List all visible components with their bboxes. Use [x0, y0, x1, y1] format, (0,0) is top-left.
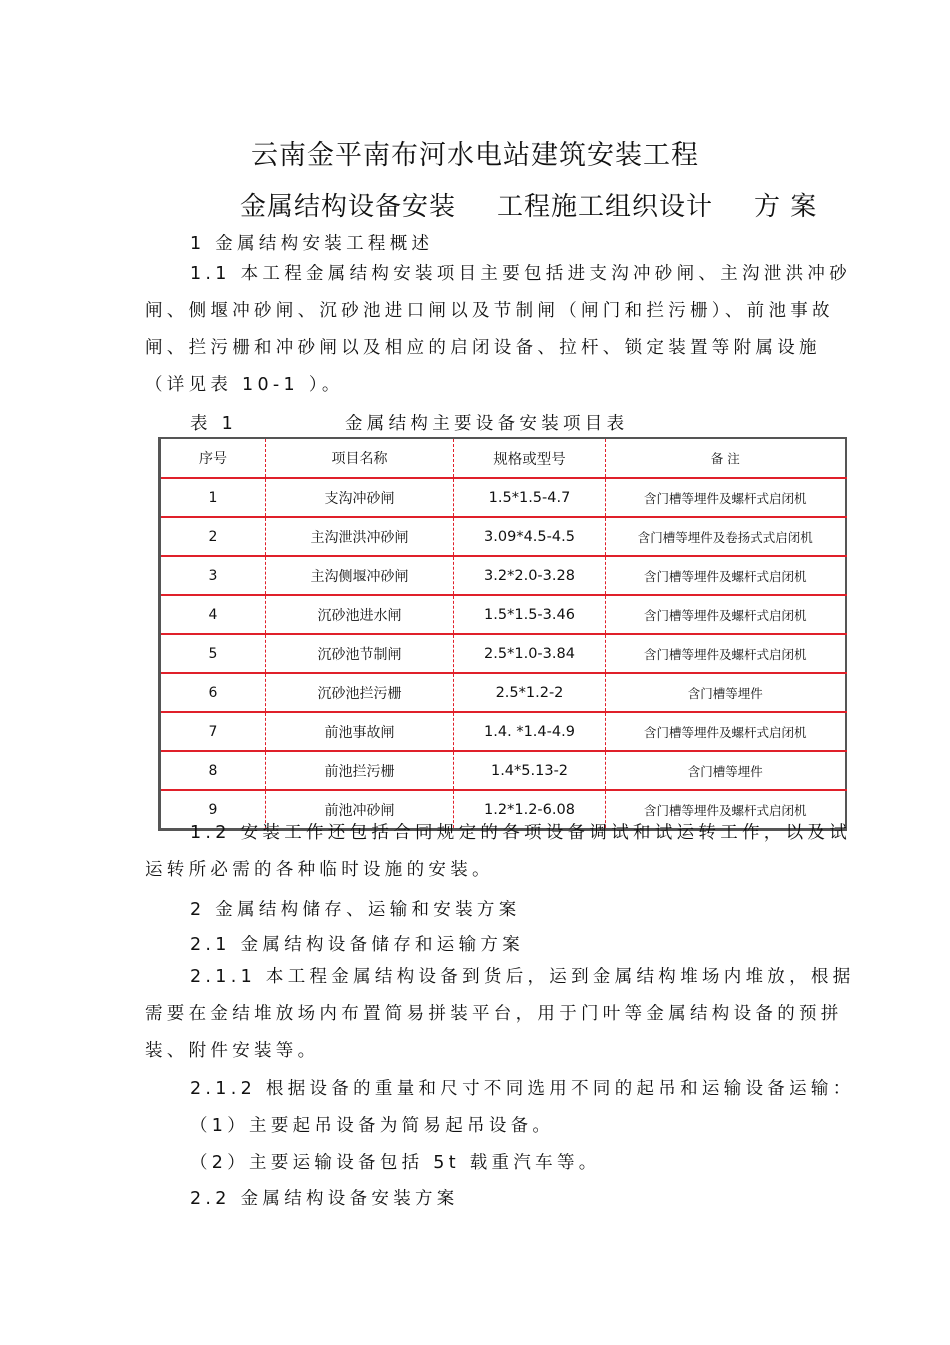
cell-item-name: 支沟冲砂闸 — [266, 478, 454, 517]
section-2-2-heading: 2.2 金属结构设备安装方案 — [190, 1189, 459, 1209]
cell-remark: 含门槽等埋件 — [606, 751, 846, 790]
table-row — [160, 517, 846, 556]
cell-index: 9 — [160, 790, 266, 830]
table-row — [160, 556, 846, 595]
cell-spec: 3.2*2.0-3.28 — [454, 556, 606, 595]
cell-remark: 含门槽等埋件 — [606, 673, 846, 712]
table-caption-title: 金属结构主要设备安装项目表 — [345, 414, 629, 434]
cell-item-name: 沉砂池节制闸 — [266, 634, 454, 673]
table-row — [160, 478, 846, 517]
cell-spec: 3.09*4.5-4.5 — [454, 517, 606, 556]
equipment-table — [158, 437, 847, 831]
cell-remark: 含门槽等埋件及螺杆式启闭机 — [606, 556, 846, 595]
cell-item-name: 主沟泄洪冲砂闸 — [266, 517, 454, 556]
header-cell: 序号 — [160, 438, 266, 478]
cell-item-name: 沉砂池拦污栅 — [266, 673, 454, 712]
cell-index: 5 — [160, 634, 266, 673]
cell-remark: 含门槽等埋件及螺杆式启闭机 — [606, 634, 846, 673]
cell-remark: 含门槽等埋件及卷扬式式启闭机 — [606, 517, 846, 556]
cell-item-name: 沉砂池进水闸 — [266, 595, 454, 634]
cell-index: 3 — [160, 556, 266, 595]
cell-remark: 含门槽等埋件及螺杆式启闭机 — [606, 712, 846, 751]
table-header-row — [160, 438, 846, 478]
cell-spec: 2.5*1.0-3.84 — [454, 634, 606, 673]
cell-remark: 含门槽等埋件及螺杆式启闭机 — [606, 595, 846, 634]
cell-index: 7 — [160, 712, 266, 751]
header-cell: 项目名称 — [266, 438, 454, 478]
header-cell: 备 注 — [606, 438, 846, 478]
cell-spec: 1.4. *1.4-4.9 — [454, 712, 606, 751]
cell-remark: 含门槽等埋件及螺杆式启闭机 — [606, 790, 846, 830]
header-cell: 规格或型号 — [454, 438, 606, 478]
cell-index: 8 — [160, 751, 266, 790]
document-title: 云南金平南布河水电站建筑安装工程 — [251, 140, 699, 171]
cell-index: 2 — [160, 517, 266, 556]
paragraph-2-1-1: 2.1.1 本工程金属结构设备到货后，运到金属结构堆场内堆放，根据需要在金结堆放场内布置简易拼装平台，用于门叶等金属结构设备的预拼装、附件安装等。 — [145, 967, 855, 1061]
section-2-heading: 2 金属结构储存、运输和安装方案 — [190, 900, 521, 920]
cell-index: 4 — [160, 595, 266, 634]
paragraph-2-1-2: 2.1.2 根据设备的重量和尺寸不同选用不同的起吊和运输设备运输： — [190, 1079, 855, 1099]
cell-item-name: 前池拦污栅 — [266, 751, 454, 790]
table-caption-number: 表 1 — [190, 414, 238, 434]
cell-spec: 1.2*1.2-6.08 — [454, 790, 606, 830]
cell-index: 1 — [160, 478, 266, 517]
table-row — [160, 712, 846, 751]
subtitle-part-1: 金属结构设备安装 — [240, 192, 457, 222]
section-1-heading: 1 金属结构安装工程概述 — [190, 234, 434, 254]
cell-spec: 1.5*1.5-3.46 — [454, 595, 606, 634]
paragraph-1-2: 1.2 安装工作还包括合同规定的各项设备调试和试运转工作，以及试运转所必需的各种临时设施的安装。 — [145, 823, 851, 880]
list-item-1: （1）主要起吊设备为简易起吊设备。 — [190, 1116, 555, 1136]
cell-spec: 2.5*1.2-2 — [454, 673, 606, 712]
section-2-1-heading: 2.1 金属结构设备储存和运输方案 — [190, 935, 524, 955]
cell-index: 6 — [160, 673, 266, 712]
cell-item-name: 前池冲砂闸 — [266, 790, 454, 830]
subtitle-part-2: 工程施工组织设计 — [497, 192, 714, 222]
cell-spec: 1.4*5.13-2 — [454, 751, 606, 790]
cell-item-name: 主沟侧堰冲砂闸 — [266, 556, 454, 595]
cell-item-name: 前池事故闸 — [266, 712, 454, 751]
cell-remark: 含门槽等埋件及螺杆式启闭机 — [606, 478, 846, 517]
subtitle-part-3: 方 案 — [754, 192, 818, 222]
table-row — [160, 673, 846, 712]
table-row — [160, 595, 846, 634]
table-row — [160, 634, 846, 673]
list-item-2: （2）主要运输设备包括 5t 载重汽车等。 — [190, 1153, 601, 1173]
table-row — [160, 751, 846, 790]
paragraph-1-1: 1.1 本工程金属结构安装项目主要包括进支沟冲砂闸、主沟泄洪冲砂闸、侧堰冲砂闸、沉砂池进口闸以及节制闸（闸门和拦污栅）、前池事故闸、拦污栅和冲砂闸以及相应的启闭设备、拉杆、锁定装置等附属设施（详见表 10-1 ）。 — [145, 264, 851, 395]
cell-spec: 1.5*1.5-4.7 — [454, 478, 606, 517]
